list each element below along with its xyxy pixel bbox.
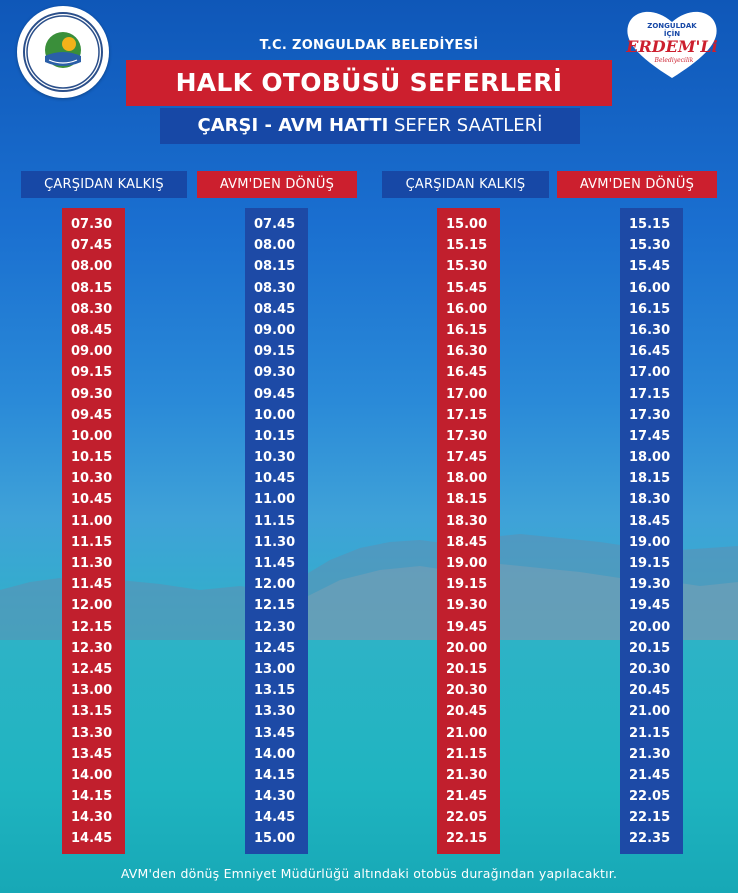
departure-time: 14.15 <box>254 767 296 783</box>
departure-time: 13.15 <box>254 683 296 699</box>
departure-time: 08.15 <box>254 259 296 275</box>
departure-time: 11.15 <box>71 534 113 550</box>
departure-time: 14.45 <box>71 831 113 847</box>
departure-time: 17.15 <box>629 386 671 402</box>
departure-time: 11.00 <box>71 513 113 529</box>
departure-time: 17.45 <box>446 450 488 466</box>
departure-time: 16.30 <box>629 322 671 338</box>
departure-time: 14.30 <box>71 810 113 826</box>
departure-time: 13.30 <box>71 725 113 741</box>
departure-time: 22.05 <box>446 810 488 826</box>
departure-time: 13.45 <box>71 746 113 762</box>
departure-time: 10.30 <box>254 450 296 466</box>
departure-time: 09.45 <box>71 407 113 423</box>
departure-time: 13.45 <box>254 725 296 741</box>
departure-time: 18.45 <box>446 534 488 550</box>
departure-time: 15.15 <box>446 238 488 254</box>
departure-time: 17.30 <box>629 407 671 423</box>
departure-time: 20.00 <box>446 640 488 656</box>
departure-time: 13.15 <box>71 704 113 720</box>
departure-time: 12.45 <box>71 661 113 677</box>
departure-time: 20.45 <box>446 704 488 720</box>
departure-time: 21.45 <box>446 789 488 805</box>
departure-time: 19.00 <box>629 534 671 550</box>
departure-time: 14.00 <box>71 767 113 783</box>
departure-time: 19.15 <box>446 577 488 593</box>
departure-time: 07.45 <box>71 238 113 254</box>
departure-time: 09.30 <box>254 365 296 381</box>
column-header-carsidan-kalkis-2: ÇARŞIDAN KALKIŞ <box>382 171 549 198</box>
departure-time: 18.15 <box>446 492 488 508</box>
departure-time: 14.00 <box>254 746 296 762</box>
departure-time: 11.30 <box>254 534 296 550</box>
departure-time: 22.15 <box>629 810 671 826</box>
departure-time: 12.00 <box>254 577 296 593</box>
departure-time: 20.15 <box>629 640 671 656</box>
departure-time: 19.45 <box>629 598 671 614</box>
departure-time: 13.00 <box>254 661 296 677</box>
departure-time: 15.00 <box>446 217 488 232</box>
departure-time: 15.30 <box>629 238 671 254</box>
departure-time: 20.45 <box>629 683 671 699</box>
svg-text:ZONGULDAK: ZONGULDAK <box>647 22 697 30</box>
departure-time: 20.15 <box>446 661 488 677</box>
departure-time: 20.00 <box>629 619 671 635</box>
departure-time: 08.15 <box>71 280 113 296</box>
departure-time: 18.30 <box>446 513 488 529</box>
departure-time: 07.30 <box>71 217 113 232</box>
departure-time: 16.45 <box>446 365 488 381</box>
departure-time: 07.45 <box>254 217 296 232</box>
departure-time: 11.45 <box>71 577 113 593</box>
departure-time: 22.15 <box>446 831 488 847</box>
column-header-avmden-donus-1: AVM'DEN DÖNÜŞ <box>197 171 357 198</box>
departure-time: 11.45 <box>254 556 296 571</box>
departure-time: 14.45 <box>254 810 296 826</box>
departure-time: 08.00 <box>254 238 296 254</box>
departure-time: 17.00 <box>629 365 671 381</box>
departure-time: 19.00 <box>446 556 488 571</box>
departure-time: 21.15 <box>629 725 671 741</box>
departure-time: 20.30 <box>629 661 671 677</box>
departure-time: 18.45 <box>629 513 671 529</box>
departures-from-carsi-morning <box>62 208 125 854</box>
departure-time: 12.30 <box>71 640 113 656</box>
departure-time: 12.30 <box>254 619 296 635</box>
departure-time: 19.15 <box>629 556 671 571</box>
subtitle-suffix: SEFER SAATLERİ <box>388 115 543 136</box>
departure-time: 18.00 <box>446 471 488 487</box>
departure-time: 08.45 <box>254 301 296 317</box>
page-title: HALK OTOBÜSÜ SEFERLERİ <box>126 60 612 106</box>
departure-time: 09.45 <box>254 386 296 402</box>
departure-time: 10.45 <box>254 471 296 487</box>
svg-text:ERDEM'Li: ERDEM'Li <box>626 37 718 56</box>
departure-time: 14.30 <box>254 789 296 805</box>
departure-time: 08.45 <box>71 322 113 338</box>
footer-note: AVM'den dönüş Emniyet Müdürlüğü altındaki otobüs durağından yapılacaktır. <box>120 866 618 881</box>
departure-time: 15.45 <box>629 259 671 275</box>
departure-time: 21.30 <box>629 746 671 762</box>
returns-from-avm-afternoon <box>620 208 683 854</box>
svg-text:Belediyecilik: Belediyecilik <box>654 57 694 64</box>
departure-time: 11.00 <box>254 492 296 508</box>
departure-time: 08.30 <box>71 301 113 317</box>
departure-time: 12.15 <box>254 598 296 614</box>
departure-time: 10.00 <box>71 428 113 444</box>
organization-name: T.C. ZONGULDAK BELEDİYESİ <box>259 38 479 53</box>
departure-time: 13.00 <box>71 683 113 699</box>
departure-time: 18.15 <box>629 471 671 487</box>
svg-text:İÇİN: İÇİN <box>663 30 681 38</box>
departure-time: 09.00 <box>254 322 296 338</box>
departure-time: 08.30 <box>254 280 296 296</box>
departure-time: 14.15 <box>71 789 113 805</box>
departure-time: 20.30 <box>446 683 488 699</box>
departure-time: 22.05 <box>629 789 671 805</box>
column-header-avmden-donus-2: AVM'DEN DÖNÜŞ <box>557 171 717 198</box>
departure-time: 21.15 <box>446 746 488 762</box>
route-subtitle <box>160 108 580 144</box>
departure-time: 09.30 <box>71 386 113 402</box>
departure-time: 16.00 <box>446 301 488 317</box>
departure-time: 08.00 <box>71 259 113 275</box>
departure-time: 12.00 <box>71 598 113 614</box>
returns-from-avm-morning <box>245 208 308 854</box>
departure-time: 16.15 <box>446 322 488 338</box>
departure-time: 19.45 <box>446 619 488 635</box>
departure-time: 11.30 <box>71 556 113 571</box>
departure-time: 16.45 <box>629 344 671 360</box>
departure-time: 15.00 <box>254 831 296 847</box>
departure-time: 09.00 <box>71 344 113 360</box>
departure-time: 19.30 <box>446 598 488 614</box>
departure-time: 18.30 <box>629 492 671 508</box>
departure-time: 15.15 <box>629 217 671 232</box>
departure-time: 18.00 <box>629 450 671 466</box>
departures-from-carsi-afternoon <box>437 208 500 854</box>
departure-time: 15.30 <box>446 259 488 275</box>
departure-time: 10.15 <box>254 428 296 444</box>
route-name: ÇARŞI - AVM HATTI <box>197 115 389 136</box>
departure-time: 15.45 <box>446 280 488 296</box>
departure-time: 12.45 <box>254 640 296 656</box>
departure-time: 21.30 <box>446 767 488 783</box>
departure-time: 21.00 <box>446 725 488 741</box>
departure-time: 12.15 <box>71 619 113 635</box>
departure-time: 16.15 <box>629 301 671 317</box>
departure-time: 17.00 <box>446 386 488 402</box>
departure-time: 17.45 <box>629 428 671 444</box>
departure-time: 09.15 <box>71 365 113 381</box>
departure-time: 10.15 <box>71 450 113 466</box>
departure-time: 10.00 <box>254 407 296 423</box>
departure-time: 16.30 <box>446 344 488 360</box>
departure-time: 19.30 <box>629 577 671 593</box>
departure-time: 17.30 <box>446 428 488 444</box>
departure-time: 13.30 <box>254 704 296 720</box>
departure-time: 22.35 <box>629 831 671 847</box>
departure-time: 21.00 <box>629 704 671 720</box>
departure-time: 16.00 <box>629 280 671 296</box>
column-header-carsidan-kalkis-1: ÇARŞIDAN KALKIŞ <box>21 171 187 198</box>
departure-time: 10.30 <box>71 471 113 487</box>
departure-time: 21.45 <box>629 767 671 783</box>
departure-time: 10.45 <box>71 492 113 508</box>
departure-time: 17.15 <box>446 407 488 423</box>
departure-time: 11.15 <box>254 513 296 529</box>
departure-time: 09.15 <box>254 344 296 360</box>
